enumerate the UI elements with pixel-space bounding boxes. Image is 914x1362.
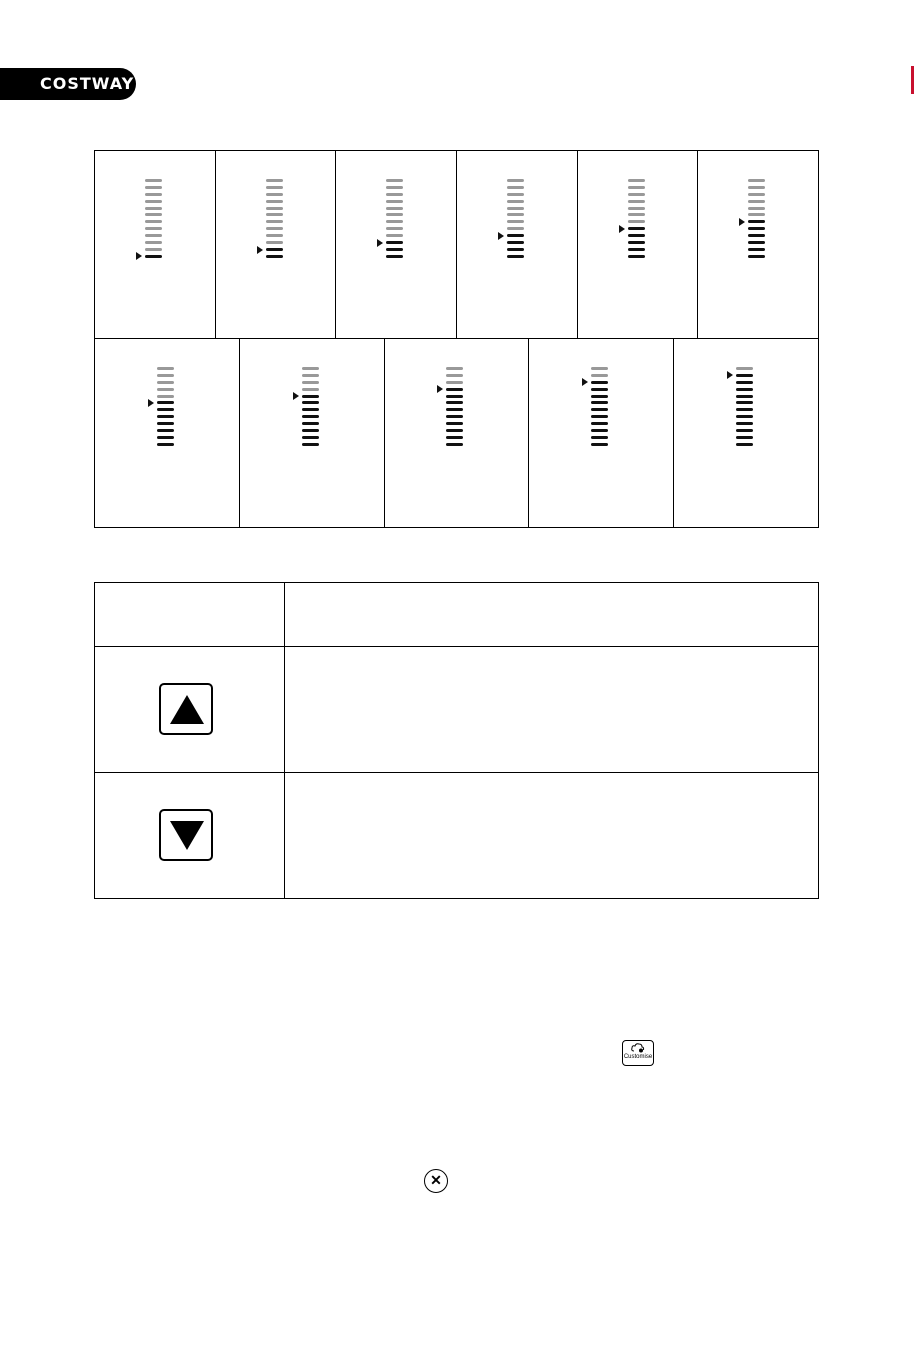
up-arrow-button-icon xyxy=(159,683,213,735)
meter-segment xyxy=(446,436,463,439)
cloud-gear-icon xyxy=(631,1043,645,1053)
meter-segment xyxy=(507,220,524,223)
meter-segment xyxy=(736,436,753,439)
meter-segment xyxy=(446,408,463,411)
meter-segment xyxy=(157,388,174,391)
meter-segment xyxy=(145,193,162,196)
meter-segment xyxy=(145,200,162,203)
meter-segment xyxy=(628,186,645,189)
level-pointer-icon xyxy=(377,239,383,247)
meter-segment xyxy=(591,388,608,391)
meter-segment xyxy=(628,234,645,237)
meter-segment xyxy=(266,241,283,244)
level-panel-9 xyxy=(385,339,530,527)
meter-segment xyxy=(145,227,162,230)
level-pointer-icon xyxy=(257,246,263,254)
meter-segment xyxy=(266,193,283,196)
level-pointer-icon xyxy=(437,385,443,393)
meter-segment xyxy=(145,241,162,244)
meter-segment xyxy=(446,422,463,425)
table-header-cell-right xyxy=(285,583,818,646)
meter-segment xyxy=(145,234,162,237)
level-pointer-icon xyxy=(498,232,504,240)
meter-segment xyxy=(145,220,162,223)
meter-segment xyxy=(157,422,174,425)
buttons-table xyxy=(94,582,819,899)
meter-segment xyxy=(736,401,753,404)
table-header-cell-left xyxy=(95,583,285,646)
meter-segment xyxy=(145,248,162,251)
meter-segment xyxy=(591,367,608,370)
level-meter xyxy=(446,367,463,450)
triangle-up-icon xyxy=(170,695,204,724)
meter-segment xyxy=(266,248,283,251)
meter-segment xyxy=(386,227,403,230)
level-meter xyxy=(157,367,174,450)
meter-segment xyxy=(748,193,765,196)
level-panel-11 xyxy=(674,339,818,527)
down-arrow-button-icon xyxy=(159,809,213,861)
down-button-description xyxy=(285,772,818,898)
meter-segment xyxy=(628,193,645,196)
level-panel-2 xyxy=(216,151,337,338)
level-pointer-icon xyxy=(739,218,745,226)
meter-segment xyxy=(302,429,319,432)
brand-logo: COSTWAY xyxy=(0,68,136,100)
meter-segment xyxy=(386,248,403,251)
meter-segment xyxy=(736,422,753,425)
meter-segment xyxy=(748,248,765,251)
meter-segment xyxy=(736,381,753,384)
meter-segment xyxy=(507,255,524,258)
meter-segment xyxy=(736,429,753,432)
meter-segment xyxy=(507,241,524,244)
meter-segment xyxy=(386,234,403,237)
meter-segment xyxy=(446,381,463,384)
meter-segment xyxy=(145,186,162,189)
meter-segment xyxy=(591,415,608,418)
meter-segment xyxy=(302,436,319,439)
meter-segment xyxy=(628,179,645,182)
meter-segment xyxy=(591,408,608,411)
meter-segment xyxy=(266,207,283,210)
meter-segment xyxy=(157,443,174,446)
customise-label: Customise xyxy=(623,1054,653,1060)
meter-segment xyxy=(302,443,319,446)
meter-segment xyxy=(157,381,174,384)
meter-segment xyxy=(748,255,765,258)
meter-segment xyxy=(736,415,753,418)
customise-button[interactable] xyxy=(622,1040,654,1066)
meter-segment xyxy=(628,248,645,251)
meter-segment xyxy=(266,200,283,203)
up-button-description xyxy=(285,646,818,772)
meter-segment xyxy=(386,193,403,196)
meter-segment xyxy=(507,213,524,216)
level-pointer-icon xyxy=(619,225,625,233)
meter-segment xyxy=(591,381,608,384)
meter-segment xyxy=(507,248,524,251)
meter-segment xyxy=(302,422,319,425)
meter-segment xyxy=(628,241,645,244)
meter-segment xyxy=(736,443,753,446)
meter-segment xyxy=(748,213,765,216)
meter-segment xyxy=(266,186,283,189)
meter-segment xyxy=(157,415,174,418)
meter-segment xyxy=(507,207,524,210)
meter-segment xyxy=(302,381,319,384)
level-meter xyxy=(591,367,608,450)
meter-segment xyxy=(386,179,403,182)
meter-segment xyxy=(157,401,174,404)
meter-segment xyxy=(748,234,765,237)
meter-segment xyxy=(628,255,645,258)
meter-segment xyxy=(386,186,403,189)
meter-segment xyxy=(628,200,645,203)
meter-segment xyxy=(736,395,753,398)
meter-segment xyxy=(591,395,608,398)
meter-segment xyxy=(748,186,765,189)
meter-segment xyxy=(748,179,765,182)
meter-segment xyxy=(507,186,524,189)
meter-segment xyxy=(266,227,283,230)
level-meter xyxy=(736,367,753,450)
meter-segment xyxy=(507,234,524,237)
meter-segment xyxy=(736,374,753,377)
meter-segment xyxy=(591,443,608,446)
level-meter xyxy=(748,179,765,262)
meter-segment xyxy=(591,401,608,404)
meter-segment xyxy=(591,374,608,377)
level-panel-10 xyxy=(529,339,674,527)
meter-segment xyxy=(446,395,463,398)
meter-segment xyxy=(446,388,463,391)
meter-segment xyxy=(157,429,174,432)
meter-segment xyxy=(507,179,524,182)
meter-segment xyxy=(446,443,463,446)
meter-segment xyxy=(302,388,319,391)
meter-segment xyxy=(157,374,174,377)
meter-segment xyxy=(748,227,765,230)
meter-segment xyxy=(157,367,174,370)
meter-segment xyxy=(302,408,319,411)
meter-segment xyxy=(736,408,753,411)
level-meter xyxy=(266,179,283,262)
meter-segment xyxy=(446,367,463,370)
level-meter xyxy=(386,179,403,262)
triangle-down-icon xyxy=(170,821,204,850)
meter-segment xyxy=(302,395,319,398)
meter-segment xyxy=(302,374,319,377)
level-panel-7 xyxy=(95,339,240,527)
meter-segment xyxy=(302,401,319,404)
level-panel-5 xyxy=(578,151,699,338)
meter-segment xyxy=(145,255,162,258)
meter-segment xyxy=(266,234,283,237)
table-row xyxy=(95,772,818,898)
meter-segment xyxy=(145,179,162,182)
level-pointer-icon xyxy=(727,371,733,379)
meter-segment xyxy=(736,388,753,391)
meter-segment xyxy=(748,200,765,203)
meter-segment xyxy=(386,207,403,210)
meter-segment xyxy=(266,220,283,223)
meter-segment xyxy=(157,436,174,439)
meter-segment xyxy=(446,415,463,418)
level-meter xyxy=(507,179,524,262)
meter-segment xyxy=(266,179,283,182)
level-panel-8 xyxy=(240,339,385,527)
close-icon[interactable]: ✕ xyxy=(424,1169,448,1193)
table-header-row xyxy=(95,583,818,647)
meter-segment xyxy=(386,220,403,223)
meter-segment xyxy=(302,415,319,418)
meter-segment xyxy=(446,429,463,432)
meter-segment xyxy=(157,408,174,411)
meter-segment xyxy=(446,401,463,404)
meter-segment xyxy=(748,241,765,244)
meter-segment xyxy=(591,436,608,439)
meter-segment xyxy=(507,193,524,196)
level-pointer-icon xyxy=(148,399,154,407)
meter-segment xyxy=(628,220,645,223)
level-pointer-icon xyxy=(293,392,299,400)
level-panel-4 xyxy=(457,151,578,338)
meter-segment xyxy=(628,213,645,216)
meter-segment xyxy=(302,367,319,370)
meter-segment xyxy=(591,422,608,425)
table-row xyxy=(95,646,818,773)
level-panel-1 xyxy=(95,151,216,338)
level-pointer-icon xyxy=(136,252,142,260)
meter-segment xyxy=(386,200,403,203)
level-panel-3 xyxy=(336,151,457,338)
meter-segment xyxy=(507,200,524,203)
meter-segment xyxy=(446,374,463,377)
meter-segment xyxy=(591,429,608,432)
meter-segment xyxy=(266,255,283,258)
meter-segment xyxy=(145,207,162,210)
level-meter xyxy=(628,179,645,262)
level-meter xyxy=(302,367,319,450)
meter-segment xyxy=(628,207,645,210)
meter-segment xyxy=(145,213,162,216)
level-meter-row-1 xyxy=(94,150,819,339)
meter-segment xyxy=(507,227,524,230)
level-pointer-icon xyxy=(582,378,588,386)
meter-segment xyxy=(748,220,765,223)
level-panel-6 xyxy=(698,151,818,338)
level-meter-row-2 xyxy=(94,338,819,528)
meter-segment xyxy=(386,213,403,216)
meter-segment xyxy=(386,255,403,258)
meter-segment xyxy=(386,241,403,244)
meter-segment xyxy=(628,227,645,230)
meter-segment xyxy=(736,367,753,370)
meter-segment xyxy=(157,395,174,398)
meter-segment xyxy=(266,213,283,216)
meter-segment xyxy=(748,207,765,210)
level-meter xyxy=(145,179,162,262)
